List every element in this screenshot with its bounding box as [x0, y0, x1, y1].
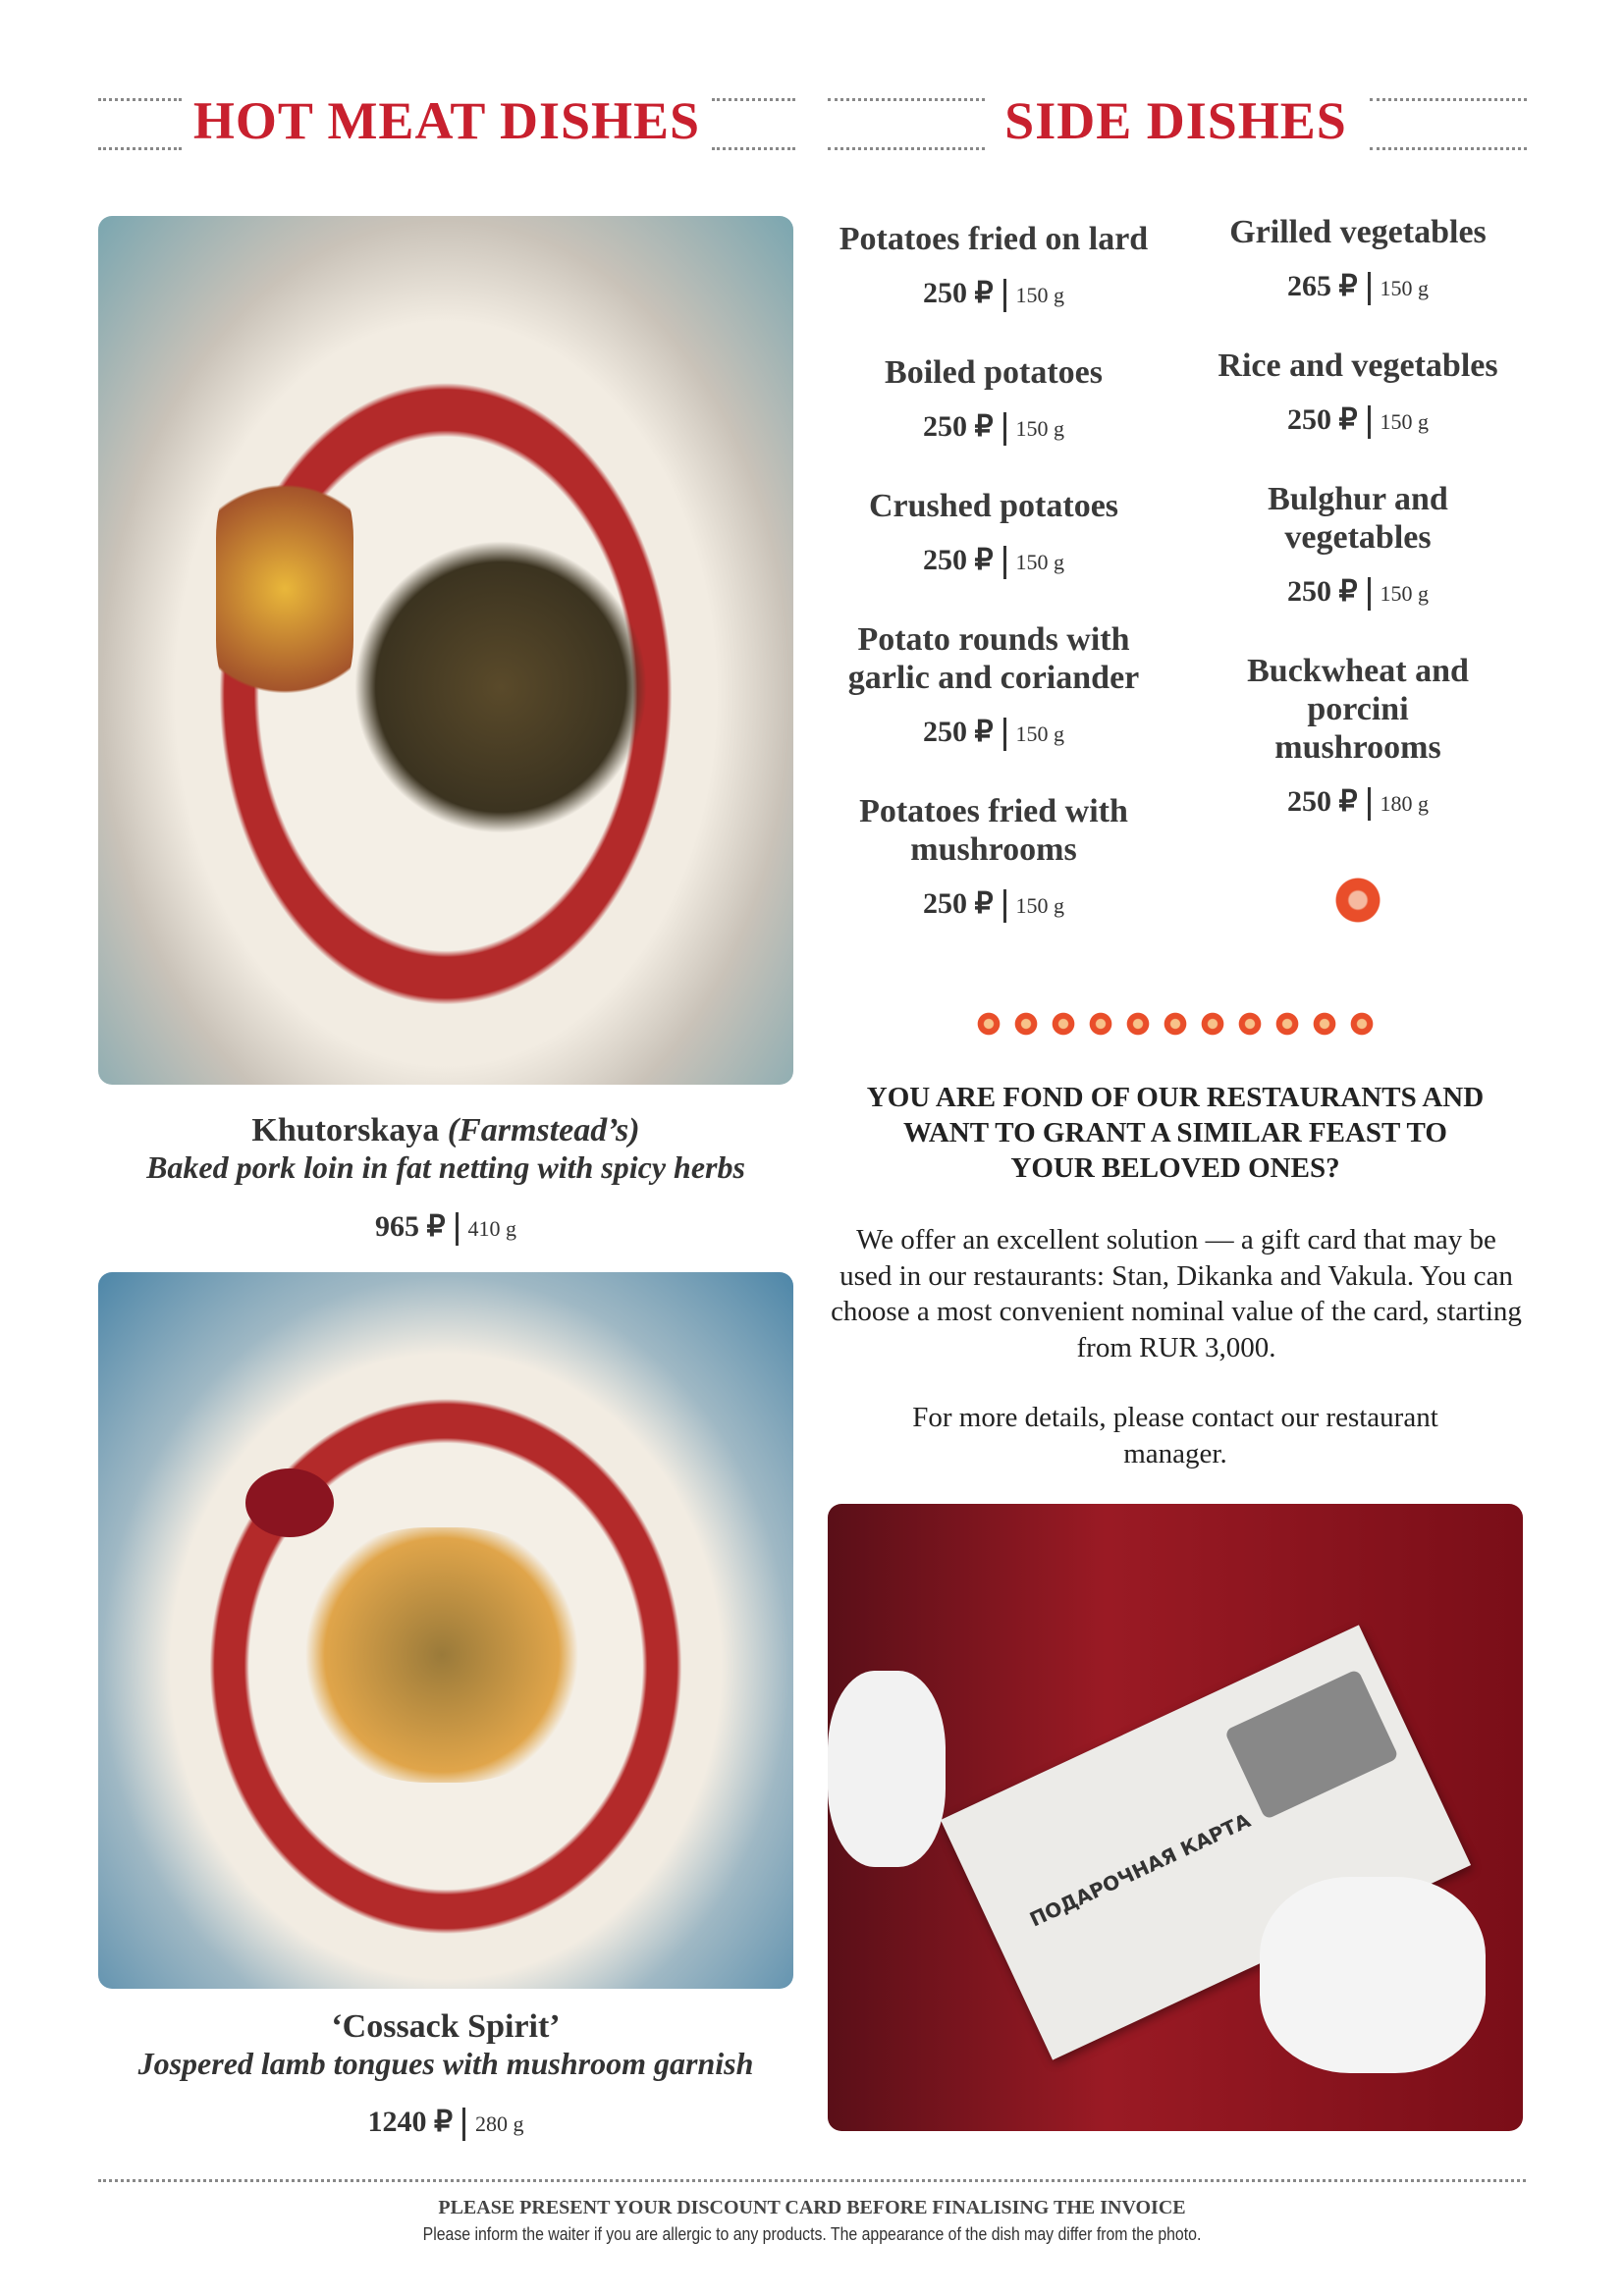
gift-heading: YOU ARE FOND OF OUR RESTAURANTS AND WANT TO GRANT A SIMILAR FEAST TO YOUR BELOVED ONES? [866, 1082, 1485, 1184]
dish-title: ‘Cossack Spirit’ [331, 2008, 561, 2045]
weight: 150 g [1015, 721, 1065, 746]
price: 250 ₽ [1286, 785, 1358, 818]
weight: 150 g [1015, 550, 1065, 574]
weight: 150 g [1380, 581, 1430, 606]
flower-ornament-icon [1333, 876, 1382, 925]
dish-name: Crushed potatoes [868, 488, 1119, 524]
flower-icon [976, 1011, 1001, 1037]
dish-name: Rice and vegetables [1218, 347, 1498, 384]
gift-card-label: ПОДАРОЧНАЯ КАРТА [1025, 1808, 1255, 1932]
weight: 180 g [1380, 791, 1430, 816]
side-dish-item [1245, 652, 1471, 821]
footer-disclaimer: Please inform the waiter if you are allergic to any products. The appearance of the dish may differ from the photo. [422, 2224, 1202, 2244]
dish-name: Potatoes fried on lard [839, 221, 1149, 257]
dish-name: Boiled potatoes [885, 354, 1103, 391]
flower-icon [1274, 1011, 1300, 1037]
divider [1370, 147, 1527, 150]
side-dish-item [1171, 347, 1544, 439]
price: 250 ₽ [1286, 403, 1358, 436]
section-title-hot-meat: HOT MEAT DISHES [192, 91, 701, 150]
side-dish-item [846, 792, 1141, 923]
price: 965 ₽ [374, 1210, 446, 1243]
price: 1240 ₽ [367, 2106, 454, 2138]
divider [828, 98, 985, 101]
weight: 150 g [1380, 409, 1430, 434]
dish-photo-cossack-spirit [98, 1272, 793, 1989]
dish-caption [98, 2008, 793, 2082]
dish-name: Buckwheat and porcini mushrooms [1247, 653, 1469, 766]
price: 250 ₽ [1286, 575, 1358, 608]
dish-price [98, 1209, 793, 1246]
price: 265 ₽ [1286, 270, 1358, 302]
weight: 280 g [475, 2111, 524, 2136]
weight: 150 g [1015, 283, 1065, 307]
weight: 150 g [1015, 416, 1065, 441]
footer-notice: PLEASE PRESENT YOUR DISCOUNT CARD BEFORE FINALISING THE INVOICE [438, 2197, 1186, 2218]
divider [98, 147, 182, 150]
weight: 410 g [467, 1216, 517, 1241]
price: 250 ₽ [922, 887, 994, 920]
gift-body: We offer an excellent solution — a gift card that may be used in our restaurants: Stan, Dikanka and Vakula. You can choose a most convenient nominal value of the card, starting from RUR 3,000. [831, 1224, 1522, 1363]
dish-subtitle: Jospered lamb tongues with mushroom garnish [137, 2046, 754, 2081]
flower-divider [828, 1011, 1523, 1041]
flower-icon [1237, 1011, 1263, 1037]
dish-subtitle: Baked pork loin in fat netting with spicy herbs [146, 1149, 745, 1185]
flower-icon [1312, 1011, 1337, 1037]
flower-icon [1013, 1011, 1039, 1037]
flower-icon [1163, 1011, 1188, 1037]
side-dish-item [807, 220, 1180, 312]
section-title-side-dishes: SIDE DISHES [1004, 91, 1347, 150]
weight: 150 g [1015, 893, 1065, 918]
divider [828, 147, 985, 150]
dish-caption [98, 1112, 793, 1186]
flower-icon [1051, 1011, 1076, 1037]
price: 250 ₽ [922, 277, 994, 309]
divider [712, 98, 795, 101]
dish-name: Potato rounds with garlic and coriander [847, 621, 1140, 696]
side-dish-item [827, 620, 1161, 751]
dish-title: Khutorskaya [251, 1112, 440, 1148]
dish-name: Grilled vegetables [1229, 214, 1487, 250]
dish-name: Potatoes fried with mushrooms [859, 793, 1128, 868]
side-dish-item [807, 353, 1180, 446]
gift-contact: For more details, please contact our restaurant manager. [912, 1402, 1438, 1469]
dish-photo-khutorskaya [98, 216, 793, 1085]
price: 250 ₽ [922, 410, 994, 443]
flower-icon [1200, 1011, 1225, 1037]
divider [712, 147, 795, 150]
side-dish-item [1171, 213, 1544, 305]
footer-divider [98, 2179, 1526, 2182]
dish-price [98, 2105, 793, 2141]
price: 250 ₽ [922, 544, 994, 576]
dish-name: Bulghur and vegetables [1268, 481, 1448, 556]
dish-title-italic: (Farmstead’s) [447, 1112, 640, 1148]
flower-icon [1125, 1011, 1151, 1037]
side-dish-item [1220, 480, 1495, 611]
flower-icon [1349, 1011, 1375, 1037]
flower-icon [1088, 1011, 1113, 1037]
divider [98, 98, 182, 101]
side-dish-item [807, 487, 1180, 579]
price: 250 ₽ [922, 716, 994, 748]
divider [1370, 98, 1527, 101]
weight: 150 g [1380, 276, 1430, 300]
gift-card-photo [828, 1504, 1523, 2131]
